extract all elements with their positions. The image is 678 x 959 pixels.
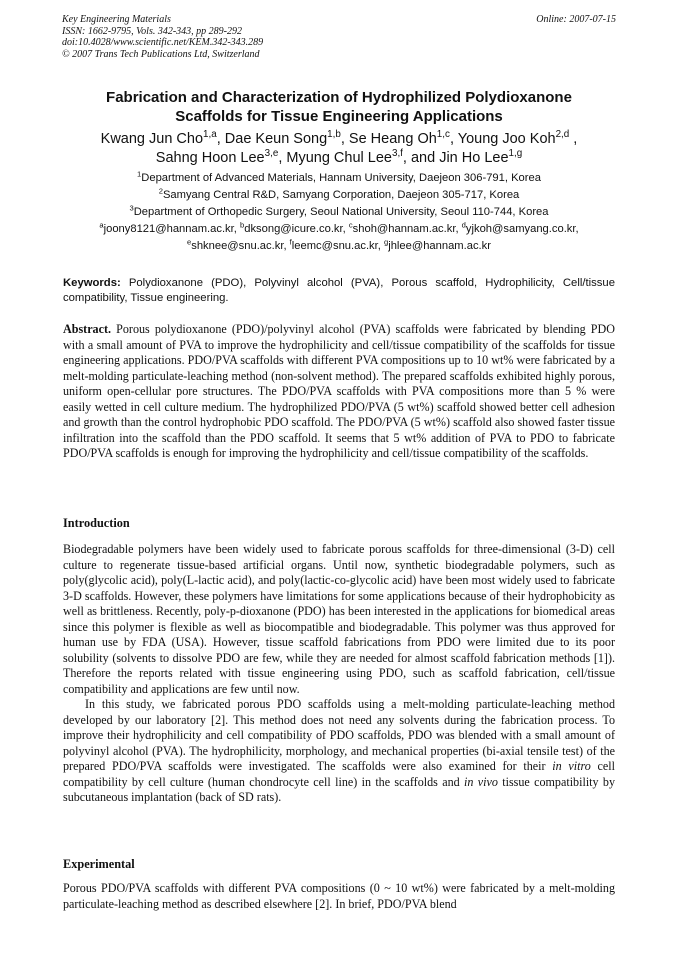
author-separator: , and	[402, 150, 440, 166]
affiliation-sup: 2	[158, 186, 163, 196]
author-sup: 1,c	[436, 129, 450, 141]
affiliation	[30, 204, 648, 221]
author-name: Young Joo Koh	[457, 131, 556, 147]
author-line-1	[40, 130, 638, 149]
email-text: yjkoh@samyang.co.kr,	[465, 223, 579, 235]
affiliation	[30, 170, 648, 187]
abstract-paragraph	[63, 322, 615, 462]
email-sup: e	[187, 237, 192, 247]
email-sup: d	[461, 220, 466, 230]
email-text: jhlee@hannam.ac.kr	[388, 240, 491, 252]
author-sup: 3,f	[391, 148, 403, 160]
email-line-2	[30, 238, 648, 255]
email-text: shknee@snu.ac.kr,	[191, 240, 290, 252]
email-sup: a	[99, 220, 104, 230]
journal-doi: doi:10.4028/www.scientific.net/KEM.342-343.289	[62, 37, 264, 49]
affiliation-text: Department of Orthopedic Surgery, Seoul National University, Seoul 110-744, Korea	[133, 206, 549, 218]
journal-header	[62, 14, 616, 60]
paper-title-line-1: Fabrication and Characterization of Hydrophilized Polydioxanone	[106, 89, 572, 106]
author-separator: ,	[569, 131, 578, 147]
italic-term: in vitro	[552, 759, 591, 773]
email-sup: g	[383, 237, 389, 247]
abstract-text: Porous polydioxanone (PDO)/polyvinyl alcohol (PVA) scaffolds were fabricated by blending PDO with a small amount of PVA to improve the hydrophilicity and cell/tissue compatibility of the scaffolds for tissue engineering applications. PDO/PVA scaffolds with different PVA compositions up to 10 wt% were fabricated by a melt-molding particulate-leaching method (non-solvent method). The prepared scaffolds exhibited highly porous, uniform open-cellular pore structures. The PDO/PVA scaffolds with PVA compositions more than 5 % were easily wetted in cell culture medium. The hydrophilized PDO/PVA (5 wt%) scaffold showed better cell adhesion and growth than the control hydrophobic PDO scaffold. The PDO/PVA (5 wt%) scaffold also showed faster tissue infiltration into the scaffold than the PDO scaffold. It seems that 5 wt% addition of PVA to PDO to fabricate PDO/PVA scaffolds is enough for improving the hydrophilicity and cell/tissue compatibility of the scaffolds.	[63, 322, 615, 460]
author-name: Myung Chul Lee	[286, 150, 392, 166]
author-line-2	[40, 149, 638, 168]
email-line-1	[30, 221, 648, 238]
author-separator: ,	[449, 131, 458, 147]
paragraph-text: tissue compatibility by subcutaneous implantation (back of SD rats).	[63, 774, 616, 804]
affiliation	[30, 187, 648, 204]
affiliation-sup: 3	[129, 203, 134, 213]
paper-title	[40, 89, 638, 126]
section-heading-introduction: Introduction	[63, 516, 130, 530]
keywords-text: Polydioxanone (PDO), Polyvinyl alcohol (PVA), Porous scaffold, Hydrophilicity, Cell/tissue compatibility, Tissue engineering.	[63, 277, 615, 304]
email-text: joony8121@hannam.ac.kr,	[103, 223, 240, 235]
section-heading-experimental: Experimental	[63, 857, 135, 871]
journal-name: Key Engineering Materials	[62, 14, 171, 25]
author-sup: 1,b	[327, 129, 341, 141]
author-sup: 3,e	[264, 148, 279, 160]
email-sup: b	[239, 220, 245, 230]
abstract-label: Abstract.	[63, 322, 112, 336]
email-text: shoh@hannam.ac.kr,	[352, 223, 462, 235]
paragraph-text: cell compatibility by cell culture (human chondrocyte cell line) in the scaffolds and	[63, 759, 615, 789]
author-list	[40, 130, 638, 168]
author-sup: 1,a	[203, 129, 217, 141]
email-sup: c	[348, 220, 353, 230]
author-sup: 2,d	[555, 129, 570, 141]
paper-title-line-2: Scaffolds for Tissue Engineering Applications	[175, 107, 503, 125]
author-separator: ,	[340, 131, 349, 147]
journal-issn: ISSN: 1662-9795, Vols. 342-343, pp 289-292	[62, 25, 242, 37]
online-date: Online: 2007-07-15	[536, 14, 616, 25]
introduction-paragraph-1: Biodegradable polymers have been widely used to fabricate porous scaffolds for three-dimensional (3-D) cell culture to regenerate tissue-based artificial organs. Until now, synthetic biodegradable polymers, such as poly(glycolic acid), poly(L-lactic acid), and poly(lactic-co-glycolic acid) have been most widely used to fabricate 3-D scaffolds. However, these polymers have limitations for some applications because of their hydrophobicity as well as brittleness. Recently, poly-p-dioxanone (PDO) has been interested in the applications for biomedical areas since this polymer is flexible as well as biocompatible and biodegradable. This polymer was thus approved for human use by FDA (USA). However, tissue scaffold fabrications from PDO were limited due to its poor solubility (solvents to dissolve PDO are few, while they are needed for almost scaffold fabrication methods [1]). Therefore the reports related with tissue engineering using PDO, such as scaffold fabrication, cell/tissue compatibility and applications are few until now.	[63, 542, 615, 696]
introduction-paragraph-2	[63, 697, 615, 806]
author-name: Sahng Hoon Lee	[155, 150, 265, 166]
affiliation-list	[30, 170, 648, 255]
author-sup: 1,g	[508, 148, 523, 160]
introduction-section	[63, 542, 615, 806]
affiliation-text: Department of Advanced Materials, Hannam University, Daejeon 306-791, Korea	[141, 172, 541, 184]
email-text: dksong@icure.co.kr,	[244, 223, 349, 235]
keywords-paragraph	[63, 276, 615, 305]
affiliation-sup: 1	[137, 169, 142, 179]
author-separator: ,	[216, 131, 225, 147]
author-name: Dae Keun Song	[224, 131, 328, 147]
journal-copyright: © 2007 Trans Tech Publications Ltd, Switzerland	[62, 48, 260, 60]
experimental-paragraph: Porous PDO/PVA scaffolds with different PVA compositions (0 ~ 10 wt%) were fabricated by a melt-molding particulate-leaching method as described elsewhere [2]. In brief, PDO/PVA blend	[63, 881, 615, 911]
author-name: Kwang Jun Cho	[100, 131, 204, 147]
affiliation-text: Samyang Central R&D, Samyang Corporation, Daejeon 305-717, Korea	[162, 189, 520, 201]
keywords-label: Keywords:	[63, 277, 121, 289]
email-sup: f	[289, 237, 292, 247]
paragraph-text: In this study, we fabricated porous PDO scaffolds using a melt-molding particulate-leaching method developed by our laboratory [2]. This method does not need any solvents during the fabrication process. To improve their hydrophilicity and cell compatibility of PDO scaffolds, PDO was blended with a small amount of polyvinyl alcohol (PVA). The hydrophilicity, morphology, and mechanical properties (bi-axial tensile test) of the prepared PDO/PVA scaffolds were investigated. The scaffolds were also examined for their	[63, 697, 615, 773]
email-text: leemc@snu.ac.kr,	[291, 240, 384, 252]
italic-term: in vivo	[464, 774, 498, 789]
author-name: Se Heang Oh	[348, 131, 437, 147]
author-separator: ,	[278, 150, 287, 166]
author-name: Jin Ho Lee	[439, 150, 509, 166]
